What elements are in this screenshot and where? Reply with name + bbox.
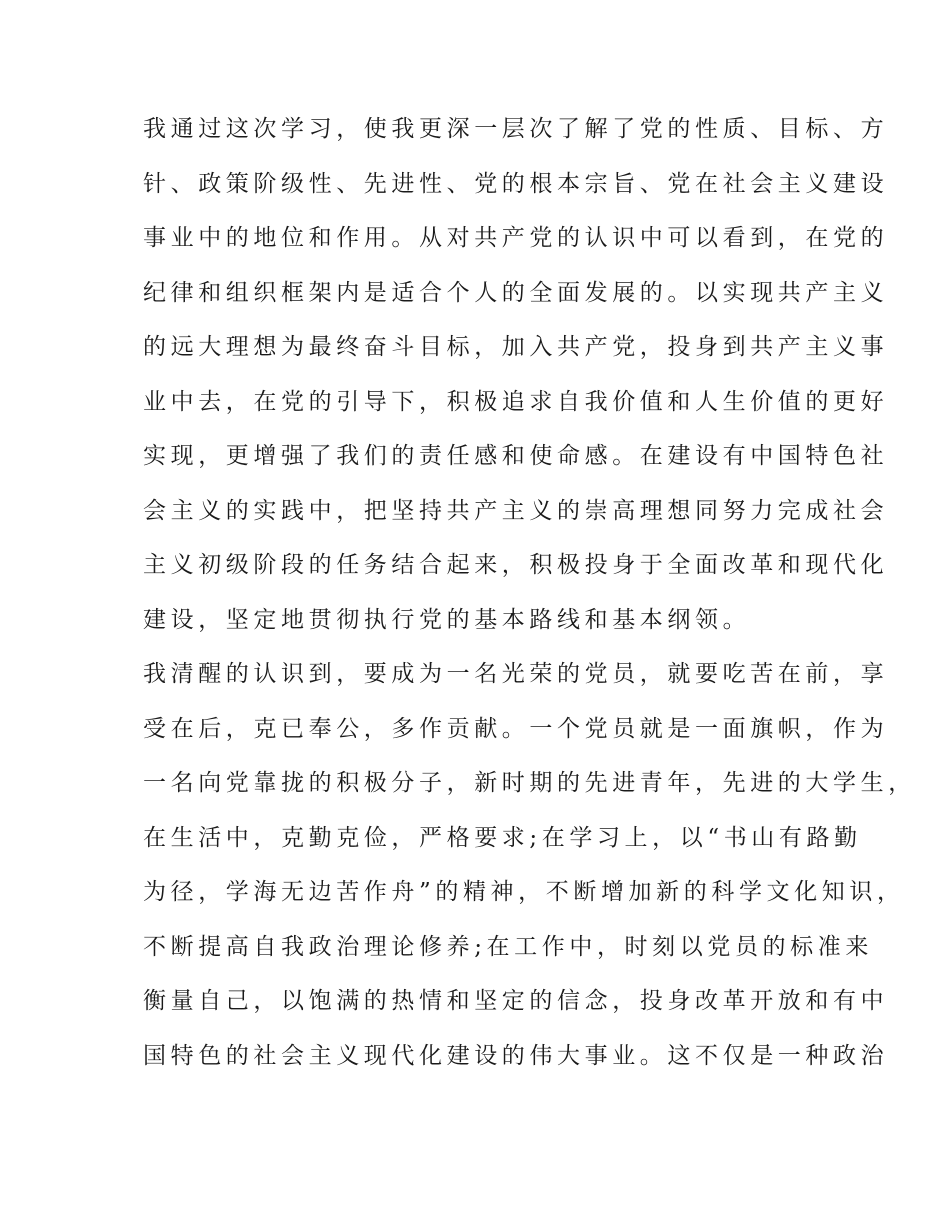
text-line: 不断提高自我政治理论修养;在工作中，时刻以党员的标准来 — [143, 933, 873, 960]
text-line: 国特色的社会主义现代化建设的伟大事业。这不仅是一种政治 — [143, 1042, 889, 1069]
text-line: 主义初级阶段的任务结合起来，积极投身于全面改革和现代化 — [143, 552, 889, 578]
text-line: 事业中的地位和作用。从对共产党的认识中可以看到，在党的 — [143, 225, 889, 251]
text-line: 衡量自己，以饱满的热情和坚定的信念，投身改革开放和有中 — [143, 988, 889, 1014]
text-line: 建设，坚定地贯彻执行党的基本路线和基本纲领。 — [143, 606, 751, 633]
text-line: 会主义的实践中，把坚持共产主义的崇高理想同努力完成社会 — [143, 497, 889, 524]
text-line: 我清醒的认识到，要成为一名光荣的党员，就要吃苦在前，享 — [143, 661, 889, 687]
text-line: 纪律和组织框架内是适合个人的全面发展的。以实现共产主义 — [143, 279, 889, 306]
text-line: 一名向党靠拢的积极分子，新时期的先进青年，先进的大学生， — [143, 770, 916, 796]
text-line: 的远大理想为最终奋斗目标，加入共产党，投身到共产主义事 — [143, 334, 889, 360]
text-line: 我通过这次学习，使我更深一层次了解了党的性质、目标、方 — [143, 116, 889, 142]
text-line: 实现，更增强了我们的责任感和使命感。在建设有中国特色社 — [143, 443, 889, 469]
text-line: 受在后，克已奉公，多作贡献。一个党员就是一面旗帜，作为 — [143, 715, 889, 742]
document-body — [143, 106, 916, 1087]
text-line: 业中去，在党的引导下，积极追求自我价值和人生价值的更好 — [143, 388, 889, 415]
text-line: 在生活中，克勤克俭，严格要求;在学习上，以“书山有路勤 — [143, 824, 862, 851]
text-line: 为径，学海无边苦作舟”的精神，不断增加新的科学文化知识， — [143, 879, 905, 905]
text-line: 针、政策阶级性、先进性、党的根本宗旨、党在社会主义建设 — [143, 170, 889, 197]
